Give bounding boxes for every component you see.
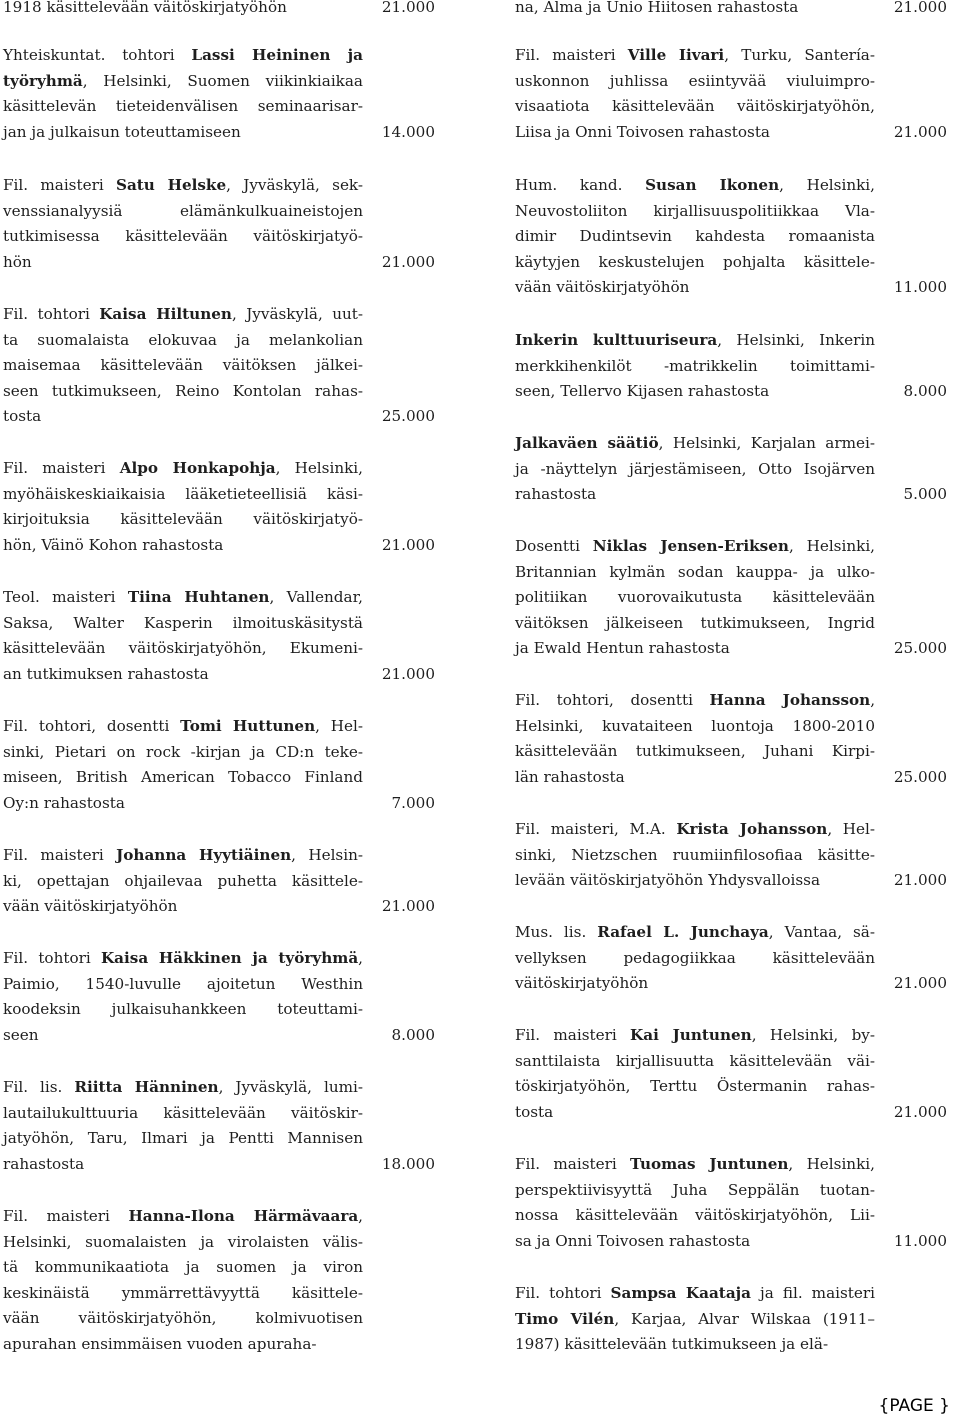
text-line: töskirjatyöhön, Terttu Östermanin rahas-: [515, 1077, 875, 1096]
grant-description: [515, 1281, 875, 1358]
grant-amount: 5.000: [903, 485, 947, 504]
text-line: Saksa, Walter Kasperin ilmoituskäsitystä: [3, 613, 363, 632]
text-line: maisemaa käsittelevään väitöksen jälkei-: [3, 356, 363, 375]
text-line: Fil. maisteri Satu Helske, Jyväskylä, sek-: [3, 176, 364, 194]
grant-entry: [515, 0, 947, 21]
grant-amount: 21.000: [893, 1102, 947, 1121]
recipient-name: Lassi Heininen ja: [191, 46, 363, 64]
text-line: käsittelevään tutkimukseen, Juhani Kirpi-: [515, 742, 875, 761]
text-line: myöhäiskeskiaikaisia lääketieteellisiä käsi-: [3, 484, 363, 503]
recipient-name: Kai Juntunen: [630, 1026, 752, 1044]
text-line: keskinäistä ymmärrettävyyttä käsittele-: [3, 1283, 363, 1302]
text-line: Britannian kylmän sodan kauppa- ja ulko-: [515, 562, 875, 581]
grant-description: [3, 173, 363, 275]
text-line: käytyjen keskustelujen pohjalta käsittele-: [515, 252, 875, 271]
text-line: jan ja julkaisun toteuttamiseen: [3, 122, 241, 141]
grant-entry: [3, 1204, 435, 1358]
grant-entry: [3, 1075, 435, 1177]
grant-entry: [3, 456, 435, 558]
text-line: Paimio, 1540-luvulle ajoitetun Westhin: [3, 974, 363, 993]
recipient-name: työryhmä: [3, 71, 83, 90]
text-line: Fil. maisteri Alpo Honkapohja, Helsinki,: [3, 459, 363, 477]
grant-entry: [3, 714, 435, 816]
text-line: 1918 käsittelevään väitöskirjatyöhön: [3, 0, 287, 16]
text-line: an tutkimuksen rahastosta: [3, 664, 209, 683]
text-line: Fil. tohtori Kaisa Häkkinen ja työryhmä,: [3, 949, 363, 967]
grant-description: [515, 1152, 875, 1254]
text-line: rahastosta: [515, 485, 597, 504]
grant-entry: [3, 173, 435, 275]
recipient-name: Ville Iivari: [627, 46, 725, 64]
text-line: vellyksen pedagogiikkaa käsittelevään: [515, 948, 875, 967]
text-line: apurahan ensimmäisen vuoden apuraha-: [3, 1334, 317, 1353]
text-line: venssianalyysiä elämänkulkuaineistojen: [3, 201, 363, 220]
grant-entry: [515, 1023, 947, 1125]
grant-amount: 7.000: [391, 793, 435, 812]
text-line: Fil. maisteri Kai Juntunen, Helsinki, by-: [515, 1026, 875, 1044]
text-line: vään väitöskirjatyöhön, kolmivuotisen: [3, 1309, 363, 1328]
grant-amount: 21.000: [381, 535, 435, 554]
grant-entry: [515, 1281, 947, 1358]
recipient-name: Kaisa Hiltunen: [99, 305, 232, 323]
text-line: Inkerin kulttuuriseura, Helsinki, Inkerin: [515, 331, 875, 349]
text-line: ja Ewald Hentun rahastosta: [515, 639, 730, 658]
text-line: Timo Vilén, Karjaa, Alvar Wilskaa (1911–: [515, 1309, 875, 1328]
text-line: Fil. maisteri Hanna-Ilona Härmävaara,: [3, 1207, 363, 1225]
recipient-name: Hanna-Ilona Härmävaara: [128, 1207, 359, 1225]
grant-entry: [515, 328, 947, 405]
text-line: Fil. maisteri Ville Iivari, Turku, Santería-: [515, 46, 875, 64]
text-line: Fil. tohtori, dosentti Hanna Johansson,: [515, 691, 876, 709]
text-line: tosta: [515, 1102, 554, 1121]
grant-entry: [515, 43, 947, 145]
text-line: län rahastosta: [515, 767, 625, 786]
text-line: väitöskirjatyöhön: [515, 974, 649, 993]
grant-amount: 25.000: [893, 639, 947, 658]
recipient-name: Alpo Honkapohja: [119, 459, 276, 477]
grant-amount: 11.000: [893, 1231, 947, 1250]
text-line: na, Alma ja Unio Hiitosen rahastosta: [515, 0, 799, 16]
text-line: väitöksen jälkeiseen tutkimukseen, Ingrid: [515, 613, 875, 632]
text-line: visaatiota käsittelevään väitöskirjatyöhön,: [515, 97, 875, 116]
text-line: sa ja Onni Toivosen rahastosta: [515, 1231, 751, 1250]
grant-description: [515, 688, 875, 790]
grant-description: [515, 431, 875, 508]
grant-description: [3, 946, 363, 1048]
grant-amount: 21.000: [381, 664, 435, 683]
text-line: Fil. maisteri Johanna Hyytiäinen, Helsin-: [3, 846, 363, 864]
grant-entry: [515, 431, 947, 508]
text-line: Helsinki, kuvataiteen luontoja 1800-2010: [515, 716, 875, 735]
text-line: uskonnon juhlissa esiintyvää viuluimpro-: [515, 71, 875, 90]
text-line: santtilaista kirjallisuutta käsittelevään väi-: [515, 1051, 875, 1070]
text-line: seen tutkimukseen, Reino Kontolan rahas-: [3, 381, 363, 400]
grant-entry: [3, 946, 435, 1048]
grant-amount: 8.000: [903, 382, 947, 401]
grant-amount: 21.000: [893, 0, 947, 16]
grant-amount: 21.000: [893, 122, 947, 141]
grant-description: [515, 817, 875, 894]
recipient-name: Johanna Hyytiäinen: [116, 846, 292, 864]
text-line: Fil. tohtori Sampsa Kaataja ja fil. maisteri: [515, 1284, 875, 1302]
text-line: hön: [3, 252, 32, 271]
text-line: Yhteiskuntat. tohtori Lassi Heininen ja: [3, 46, 363, 64]
recipient-name: Sampsa Kaataja: [610, 1284, 751, 1302]
text-line: ja -näyttelyn järjestämiseen, Otto Isojärven: [515, 459, 875, 478]
recipient-name: Kaisa Häkkinen ja työryhmä: [100, 949, 359, 967]
text-line: sinki, Nietzschen ruumiinfilosofiaa käsitte-: [515, 845, 875, 864]
grant-amount: 8.000: [391, 1025, 435, 1044]
text-line: ki, opettajan ohjailevaa puhetta käsittele-: [3, 871, 363, 890]
recipient-name: Jalkaväen säätiö: [515, 434, 659, 452]
text-line: vään väitöskirjatyöhön: [515, 278, 690, 297]
grant-entry: [515, 534, 947, 662]
text-line: merkkihenkilöt -matrikkelin toimittami-: [515, 356, 875, 375]
grant-description: [3, 456, 363, 558]
text-line: Fil. maisteri Tuomas Juntunen, Helsinki,: [515, 1155, 875, 1173]
text-line: politiikan vuorovaikutusta käsittelevään: [515, 588, 875, 607]
grant-description: [3, 0, 363, 21]
grant-description: [3, 585, 363, 687]
text-line: levään väitöskirjatyöhön Yhdysvalloissa: [515, 871, 821, 890]
grant-amount: 21.000: [381, 897, 435, 916]
grant-description: [3, 1075, 363, 1177]
text-line: Dosentti Niklas Jensen-Eriksen, Helsinki,: [515, 537, 875, 555]
grant-amount: 25.000: [381, 407, 435, 426]
text-line: Liisa ja Onni Toivosen rahastosta: [515, 122, 770, 141]
recipient-name: Tiina Huhtanen: [127, 588, 270, 606]
text-line: seen, Tellervo Kijasen rahastosta: [515, 382, 770, 401]
grant-amount: 21.000: [893, 871, 947, 890]
text-line: Oy:n rahastosta: [3, 793, 125, 812]
grant-description: [515, 43, 875, 145]
recipient-name: Timo Vilén: [515, 1309, 615, 1328]
grant-entry: [515, 817, 947, 894]
grant-amount: 25.000: [893, 767, 947, 786]
text-line: Fil. tohtori Kaisa Hiltunen, Jyväskylä, uut-: [3, 305, 363, 323]
text-line: vään väitöskirjatyöhön: [3, 897, 178, 916]
grant-entry: [515, 688, 947, 790]
recipient-name: Satu Helske: [115, 176, 227, 194]
grant-description: [3, 1204, 363, 1358]
recipient-name: Tomi Huttunen: [180, 717, 316, 735]
text-line: työryhmä, Helsinki, Suomen viikinkiaikaa: [3, 71, 363, 90]
text-line: ta suomalaista elokuvaa ja melankolian: [3, 330, 363, 349]
grant-amount: 11.000: [893, 278, 947, 297]
grant-description: [515, 328, 875, 405]
text-line: tosta: [3, 407, 42, 426]
text-line: rahastosta: [3, 1154, 85, 1173]
text-line: Jalkaväen säätiö, Helsinki, Karjalan armei-: [515, 434, 875, 452]
text-line: sinki, Pietari on rock -kirjan ja CD:n teke-: [3, 742, 363, 761]
grant-description: [515, 1023, 875, 1125]
text-line: tutkimisessa käsittelevään väitöskirjatyö-: [3, 227, 363, 246]
grant-amount: 14.000: [381, 122, 435, 141]
text-line: hön, Väinö Kohon rahastosta: [3, 535, 224, 554]
grant-description: [515, 173, 875, 301]
grant-amount: 21.000: [381, 0, 435, 16]
text-line: dimir Dudintsevin kahdesta romaanista: [515, 227, 875, 246]
recipient-name: Niklas Jensen-Eriksen: [592, 537, 789, 555]
grant-description: [515, 534, 875, 662]
recipient-name: Inkerin kulttuuriseura: [515, 331, 718, 349]
page-number-field: {PAGE }: [878, 1396, 950, 1416]
grant-amount: 21.000: [893, 974, 947, 993]
text-line: käsittelevän tieteidenvälisen seminaarisar-: [3, 97, 363, 116]
text-line: Fil. maisteri, M.A. Krista Johansson, Hel-: [515, 820, 875, 838]
grant-entry: [515, 1152, 947, 1254]
recipient-name: Rafael L. Junchaya: [597, 923, 769, 941]
grant-description: [3, 302, 363, 430]
text-line: 1987) käsittelevään tutkimukseen ja elä-: [515, 1335, 829, 1354]
text-line: Helsinki, suomalaisten ja virolaisten välis-: [3, 1232, 363, 1251]
grant-amount: 21.000: [381, 252, 435, 271]
text-line: lautailukulttuuria käsittelevään väitöskir-: [3, 1103, 363, 1122]
text-line: Neuvostoliiton kirjallisuuspolitiikkaa Vla-: [515, 201, 875, 220]
grant-entry: [515, 173, 947, 301]
recipient-name: Susan Ikonen: [645, 176, 780, 194]
text-line: Fil. tohtori, dosentti Tomi Huttunen, Hel-: [3, 717, 363, 735]
recipient-name: Riitta Hänninen: [74, 1078, 219, 1096]
text-line: kirjoituksia käsittelevään väitöskirjatyö-: [3, 510, 363, 529]
grant-entry: [515, 920, 947, 997]
text-line: Fil. lis. Riitta Hänninen, Jyväskylä, lumi-: [3, 1078, 363, 1096]
text-line: tä kommunikaatiota ja suomen ja viron: [3, 1258, 363, 1277]
text-line: miseen, British American Tobacco Finland: [3, 768, 363, 787]
text-line: perspektiivisyyttä Juha Seppälän tuotan-: [515, 1180, 875, 1199]
text-line: seen: [3, 1025, 39, 1044]
grant-description: [3, 843, 363, 920]
grant-entry: [3, 302, 435, 430]
grant-entry: [3, 0, 435, 21]
text-line: koodeksin julkaisuhankkeen toteuttami-: [3, 1000, 363, 1019]
recipient-name: Krista Johansson: [676, 820, 828, 838]
grant-entry: [3, 43, 435, 145]
recipient-name: Tuomas Juntunen: [630, 1155, 789, 1173]
grant-entry: [3, 843, 435, 920]
text-line: Teol. maisteri Tiina Huhtanen, Vallendar,: [3, 588, 363, 606]
text-line: Mus. lis. Rafael L. Junchaya, Vantaa, sä-: [515, 923, 875, 941]
recipient-name: Hanna Johansson: [709, 691, 871, 709]
text-line: nossa käsittelevään väitöskirjatyöhön, Lii-: [515, 1206, 875, 1225]
grant-description: [3, 43, 363, 145]
grant-description: [3, 714, 363, 816]
text-line: jatyöhön, Taru, Ilmari ja Pentti Mannisen: [3, 1129, 363, 1148]
grant-description: [515, 0, 875, 21]
grant-amount: 18.000: [381, 1154, 435, 1173]
grant-description: [515, 920, 875, 997]
text-line: käsittelevään väitöskirjatyöhön, Ekumeni-: [3, 639, 363, 658]
grant-entry: [3, 585, 435, 687]
text-line: Hum. kand. Susan Ikonen, Helsinki,: [515, 176, 875, 194]
